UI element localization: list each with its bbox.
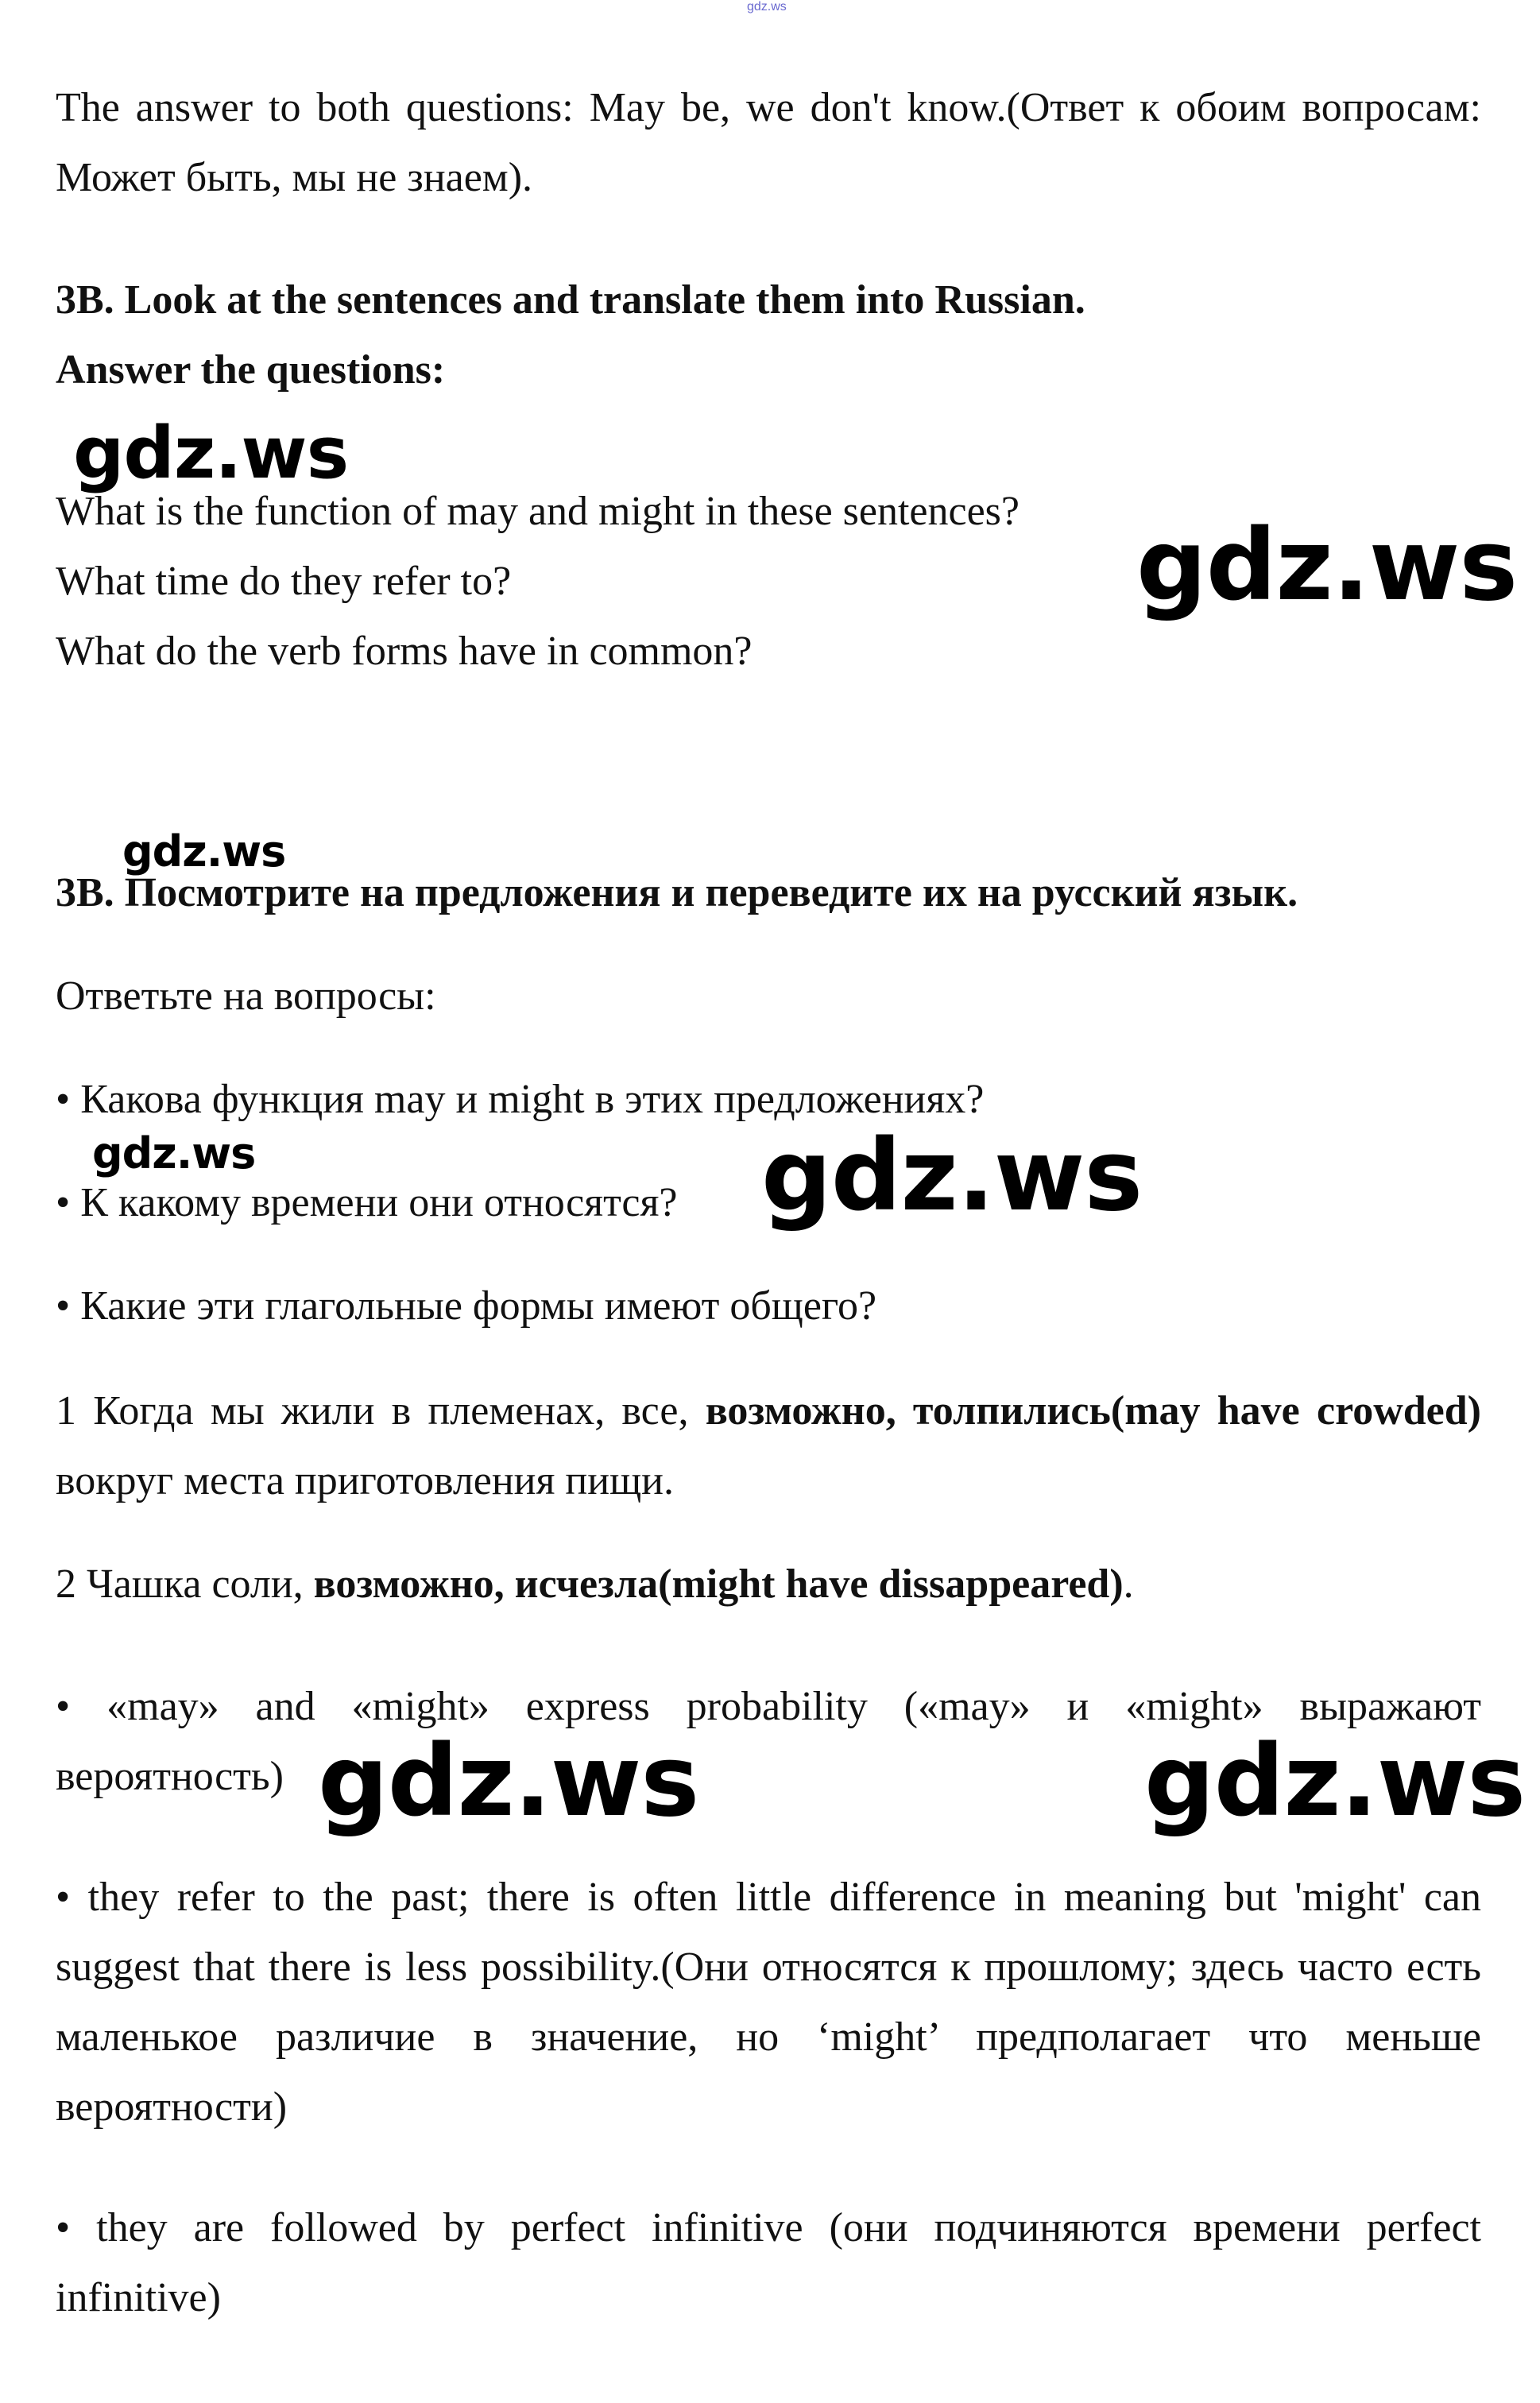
sentence-2-text-end: . xyxy=(1123,1561,1134,1607)
task-en-heading: 3B. Look at the sentences and translate them into Russian. xyxy=(56,277,1085,323)
task-ru-question: • Какие эти глагольные формы имеют общего? xyxy=(56,1283,877,1329)
watermark-logo: gdz.ws xyxy=(122,826,286,876)
sentence-2 xyxy=(56,1550,1481,1619)
sentence-2-bold: возможно, исчезла(might have dissappeared) xyxy=(313,1561,1124,1607)
watermark-logo: gdz.ws xyxy=(761,1119,1143,1233)
task-ru-question: • К какому времени они относятся? xyxy=(56,1180,678,1225)
task-en-question: What do the verb forms have in common? xyxy=(56,629,753,674)
task-en-question: What is the function of may and might in these sentences? xyxy=(56,489,1020,534)
watermark-logo: gdz.ws xyxy=(318,1724,699,1839)
watermark-logo: gdz.ws xyxy=(1136,509,1518,623)
watermark-logo: gdz.ws xyxy=(1144,1724,1526,1839)
task-ru-heading: 3B. Посмотрите на предложения и переведите их на русский язык. xyxy=(56,870,1298,915)
header-watermark: gdz.ws xyxy=(747,0,787,14)
task-ru-subheading: Ответьте на вопросы: xyxy=(56,973,436,1019)
sentence-1-text: 1 Когда мы жили в племенах, все, xyxy=(56,1388,706,1434)
watermark-logo: gdz.ws xyxy=(73,412,349,495)
answer-3: • they are followed by perfect infinitive (они подчиняются времени perfect infinitive) xyxy=(56,2205,1481,2320)
sentence-1 xyxy=(56,1376,1481,1516)
intro-text: The answer to both questions: May be, we don't know.(Ответ к обоим вопросам: Может быть, мы не знаем). xyxy=(56,85,1481,200)
task-ru-question: • Какова функция may и might в этих предложениях? xyxy=(56,1077,985,1122)
task-en-subheading: Answer the questions: xyxy=(56,347,446,393)
sentence-1-bold: возможно, толпились(may have crowded) xyxy=(705,1388,1482,1434)
answer-1: • «may» and «might» express probability («may» и «might» выражают вероятность) xyxy=(56,1684,1481,1799)
sentence-2-text: 2 Чашка соли, xyxy=(56,1561,314,1607)
sentence-1-text-end: вокруг места приготовления пищи. xyxy=(56,1458,674,1503)
watermark-logo: gdz.ws xyxy=(92,1128,256,1178)
task-en-question: What time do they refer to? xyxy=(56,559,512,604)
answer-2: • they refer to the past; there is often little difference in meaning but 'might' can suggest that there is less possibility.(Они относятся к прошлому; здесь часто есть маленькое различие в значение, но ‘might’ предполагает что меньше вероятности) xyxy=(56,1875,1481,2130)
